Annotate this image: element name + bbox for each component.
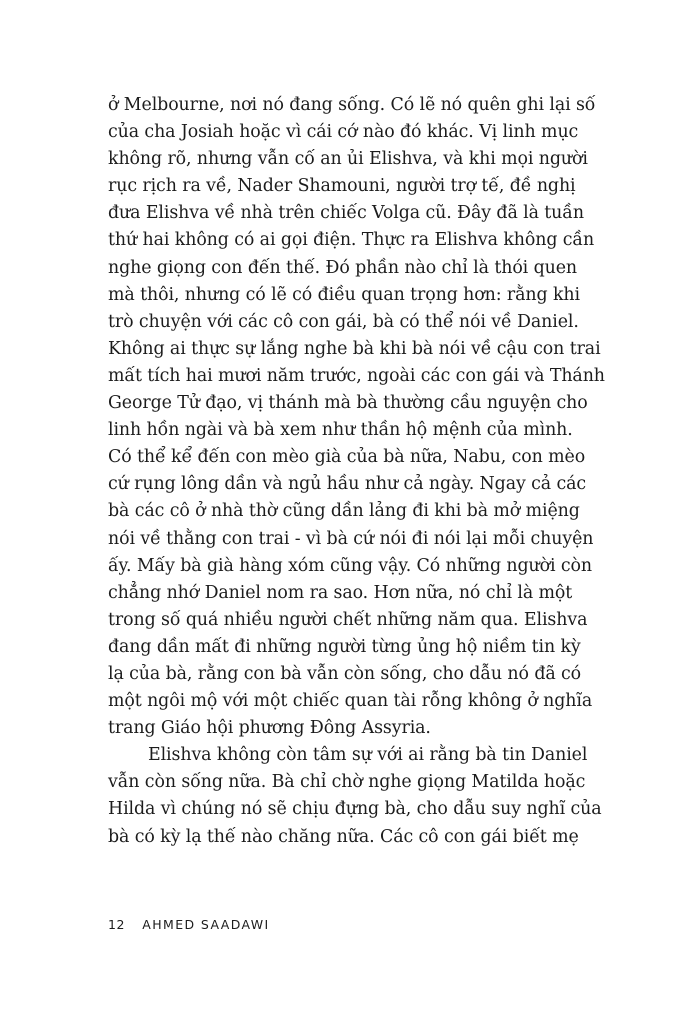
text-line: trong số quá nhiều người chết những năm qua. Elishva — [108, 609, 588, 630]
text-line: nói về thằng con trai - vì bà cứ nói đi nói lại mỗi chuyện — [108, 528, 594, 549]
author-name: AHMED SAADAWI — [142, 917, 270, 932]
text-line: Có thể kể đến con mèo già của bà nữa, Nabu, con mèo — [108, 447, 586, 468]
text-line: ấy. Mấy bà già hàng xóm cũng vậy. Có những người còn — [108, 555, 593, 576]
text-line: một ngôi mộ với một chiếc quan tài rỗng không ở nghĩa — [108, 691, 593, 712]
text-line: thứ hai không có ai gọi điện. Thực ra Elishva không cần — [108, 230, 595, 251]
text-line: của cha Josiah hoặc vì cái cớ nào đó khác. Vị linh mục — [108, 122, 579, 143]
body-text — [108, 92, 606, 851]
text-line: rục rịch ra về, Nader Shamouni, người trợ tế, đề nghị — [108, 176, 576, 197]
page-number: 12 — [108, 917, 125, 932]
text-line: bà các cô ở nhà thờ cũng dần lảng đi khi bà mở miệng — [108, 501, 580, 522]
text-line: nghe giọng con đến thế. Đó phần nào chỉ là thói quen — [108, 257, 578, 278]
text-line: lạ của bà, rằng con bà vẫn còn sống, cho dẫu nó đã có — [108, 663, 582, 684]
text-line: trò chuyện với các cô con gái, bà có thể nói về Daniel. — [108, 311, 579, 332]
text-line: ở Melbourne, nơi nó đang sống. Có lẽ nó quên ghi lại số — [108, 95, 596, 115]
text-line: bà có kỳ lạ thế nào chăng nữa. Các cô con gái biết mẹ — [108, 826, 579, 847]
text-line: trang Giáo hội phương Đông Assyria. — [108, 718, 431, 739]
text-line: đang dần mất đi những người từng ủng hộ niềm tin kỳ — [108, 636, 581, 657]
text-line: cứ rụng lông dần và ngủ hầu như cả ngày. Ngay cả các — [108, 474, 587, 495]
paragraph-start-line: Elishva không còn tâm sự với ai rằng bà tin Daniel — [148, 745, 588, 766]
page-footer — [108, 917, 270, 932]
text-line: George Tử đạo, vị thánh mà bà thường cầu nguyện cho — [108, 393, 588, 414]
text-line: linh hồn ngài và bà xem như thần hộ mệnh của mình. — [108, 420, 573, 441]
text-line: chẳng nhớ Daniel nom ra sao. Hơn nữa, nó chỉ là một — [108, 582, 573, 603]
text-line: không rõ, nhưng vẫn cố an ủi Elishva, và khi mọi người — [108, 149, 588, 170]
text-line: mà thôi, nhưng có lẽ có điều quan trọng hơn: rằng khi — [108, 284, 580, 305]
text-line: Không ai thực sự lắng nghe bà khi bà nói về cậu con trai — [108, 338, 601, 359]
text-line: vẫn còn sống nữa. Bà chỉ chờ nghe giọng Matilda hoặc — [108, 772, 586, 793]
text-line: mất tích hai mươi năm trước, ngoài các con gái và Thánh — [108, 365, 605, 386]
text-line: Hilda vì chúng nó sẽ chịu đựng bà, cho dẫu suy nghĩ của — [108, 799, 602, 820]
text-line: đưa Elishva về nhà trên chiếc Volga cũ. Đây đã là tuần — [108, 203, 584, 224]
